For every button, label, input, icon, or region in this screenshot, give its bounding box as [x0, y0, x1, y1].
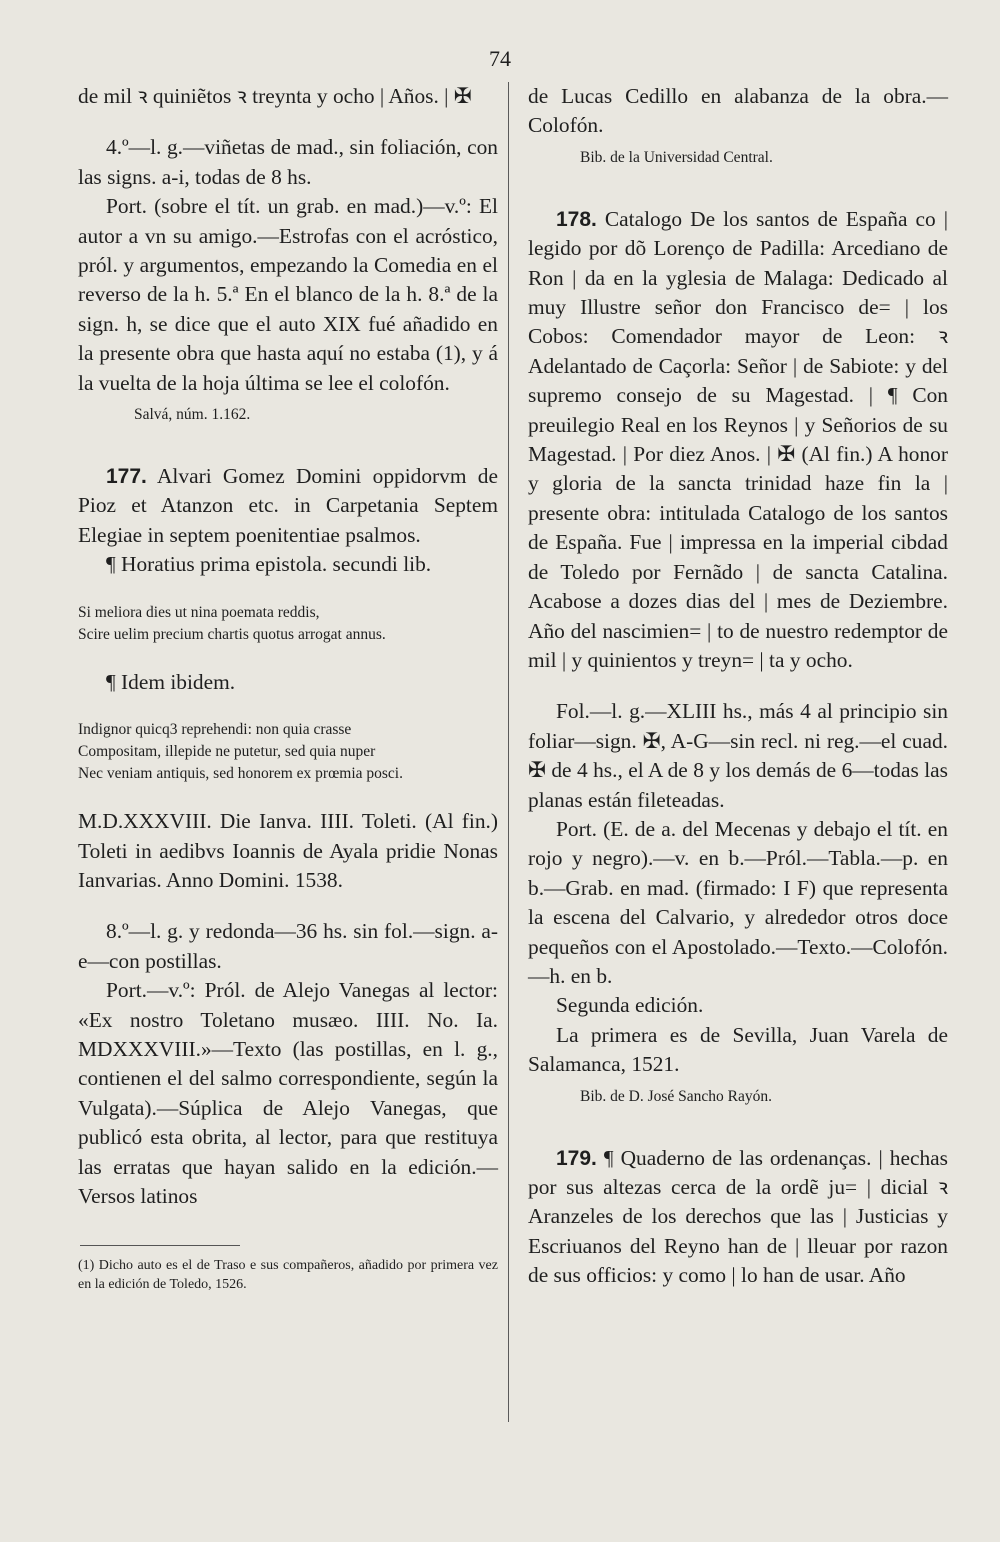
entry-178 — [528, 205, 948, 676]
entry-title: Alvari Gomez Domini oppidorvm de Pioz et Atanzon etc. in Carpetania Septem Elegiae in septem poenitentiae psalmos. — [78, 464, 498, 547]
idem-heading: ¶ Idem ibidem. — [106, 669, 236, 694]
first-edition-note: La primera es de Sevilla, Juan Varela de Salamanca, 1521. — [528, 1022, 948, 1077]
library-reference: Salvá, núm. 1.162. — [134, 406, 251, 424]
entry-title: Catalogo De los santos de España co | legido por dõ Lorenço de Padilla: Arcediano de Ron | da en la yglesia de Malaga: Dedicado al muy Illustre señor don Francisco de= | los Cobos: Comendador mayor de Leon: ꝛ Adelantado de Caçorla: Señor | de Sabiote: y del supremo consejo de su Magestad. | ¶ Con preuilegio Real en los Reynos | y Señorios de su Magestad. | Por diez Anos. | ✠ (Al fin.) A honor y gloria de la sancta trinidad haze fin la | presente obra: intitulada Catalogo de los santos de España. Fue | impressa en la imperial cibdad de Toledo por Fernãdo | de sancta Catalina. Acabose a dozes dias del | mes de Deziembre. Año del nascimien= | to de nuestro redemptor de mil | y quinientos y treyn= | ta y ocho. — [528, 206, 948, 672]
verse-line: Scire uelim precium chartis quotus arrogat annus. — [78, 625, 386, 643]
physical-description: 8.º—l. g. y redonda—36 hs. sin fol.—sign. a-e—con postillas. — [78, 919, 498, 973]
footnote: (1) Dicho auto es el de Traso e sus compañeros, añadido por primera vez en la edición de Toledo, 1526. — [78, 1258, 498, 1293]
entry-title: ¶ Quaderno de las ordenanças. | hechas por sus altezas cerca de la ordẽ ju= | dicial ꝛ Aranzeles de los derechos que las | Justicias y Escriuanos del Reyno han de | lleuar por razon de sus officios: y como | lo han de usar. Año — [528, 1145, 948, 1288]
colophon: M.D.XXXVIII. Die Ianva. IIII. Toleti. (Al fin.) Toleti in aedibvs Ioannis de Ayala pridie Nonas Ianvarias. Anno Domini. 1538. — [78, 809, 498, 892]
contents-description: Port.—v.º: Pról. de Alejo Vanegas al lector: «Ex nostro Toletano musæo. IIII. No. Ia. MDXXXVIII.»—Texto (las postillas, en l. g., contienen el del salmo correspondiente, según la Vulgata).—Súplica de Alejo Vanegas, que publicó esta obrita, al lector, para que restituya las erratas que hayan salido en la edición.—Versos latinos — [78, 978, 498, 1208]
left-description-2: Port. (sobre el tít. un grab. en mad.)—v.º: El autor a vn su amigo.—Estrofas con el acróstico, pról. y argumentos, empezando la Comedia en el reverso de la h. 5.ª En el blanco de la h. 8.ª de la sign. h, se dice que el auto XIX fué añadido en la presente obra que hasta aquí no estaba (1), y á la vuelta de la hoja última se lee el colofón. — [78, 194, 498, 395]
page-number: 74 — [489, 46, 511, 71]
entry-number: 177. — [106, 465, 147, 489]
right-column — [528, 82, 948, 1291]
edition-note: Segunda edición. — [556, 993, 704, 1018]
verse-line: Si meliora dies ut nina poemata reddis, — [78, 603, 320, 621]
entry-number: 178. — [556, 207, 597, 231]
physical-description: Fol.—l. g.—XLIII hs., más 4 al principio sin foliar—sign. ✠, A-G—sin recl. ni reg.—el cuad. ✠ de 4 hs., el A de 8 y los demás de 6—todas las planas están fileteadas. — [528, 699, 948, 812]
entry-179 — [528, 1144, 948, 1291]
contents-description: Port. (E. de a. del Mecenas y debajo el tít. en rojo y negro).—v. en b.—Pról.—Tabla.—p. en b.—Grab. en mad. (firmado: I F) que representa la escena del Calvario, y alrededor otros doce pequeños con el Apostolado.—Texto.—Colofón.—h. en b. — [528, 816, 948, 988]
column-divider — [508, 82, 509, 1422]
latin-verse-2 — [78, 719, 498, 785]
latin-verse-1 — [78, 602, 498, 646]
verse-line: Indignor quicq3 reprehendi: non quia crasse — [78, 721, 352, 739]
footnote-divider — [80, 1245, 240, 1246]
library-reference: Bib. de la Universidad Central. — [580, 148, 773, 166]
entry-177 — [78, 462, 498, 550]
library-reference: Bib. de D. José Sancho Rayón. — [580, 1087, 773, 1105]
entry-number: 179. — [556, 1146, 597, 1170]
verse-line: Compositam, illepide ne putetur, sed quia nuper — [78, 743, 376, 761]
left-description-1: 4.º—l. g.—viñetas de mad., sin foliación, con las signs. a-i, todas de 8 hs. — [78, 135, 498, 189]
left-column — [78, 82, 498, 1294]
left-continuation: de mil ꝛ quiniẽtos ꝛ treynta y ocho | Años. | ✠ — [78, 84, 472, 108]
right-continuation: de Lucas Cedillo en alabanza de la obra.—Colofón. — [528, 84, 948, 138]
verse-line: Nec veniam antiquis, sed honorem ex prœmia posci. — [78, 765, 403, 783]
entry-177-heading: ¶ Horatius prima epistola. secundi lib. — [106, 552, 432, 577]
